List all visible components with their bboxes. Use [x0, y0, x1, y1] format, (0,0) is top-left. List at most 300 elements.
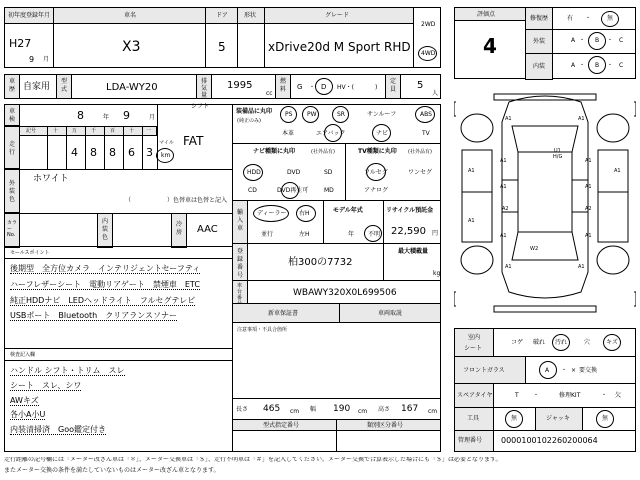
equip-pw: PW [307, 111, 317, 118]
int-a: A [571, 62, 576, 69]
sales-line: 純正HDDナビ LEDヘッドライト フルセグテレビ [10, 296, 196, 305]
model-year-unit: 年 [348, 231, 355, 238]
model-cell [71, 74, 197, 99]
mgmt-value: 0000100102260200064 [501, 436, 598, 445]
rear-bumper [494, 306, 596, 312]
int-b-circle [588, 56, 606, 74]
mgmt-label: 管理番号 [458, 437, 483, 444]
glass-a-circle [539, 361, 557, 379]
int-sep2: ・ [607, 62, 614, 69]
insp-month-unit: 月 [149, 114, 156, 121]
import-div2 [383, 201, 384, 244]
cc-unit: cc [266, 90, 273, 97]
drive-cell [413, 7, 441, 68]
equip-sunroof: サンルーフ [367, 111, 397, 118]
front-bumper [494, 94, 596, 100]
recycle-label: リサイクル預託金 [386, 207, 434, 214]
navi-dvdplay-circle [281, 182, 299, 199]
color-no-label-cell [4, 213, 20, 248]
seat-stain: 汚れ [555, 339, 568, 346]
ext-c: C [619, 37, 624, 44]
mileage-digit: 8 [90, 146, 97, 159]
usage-value: 自家用 [23, 82, 51, 92]
navi-sd: SD [324, 169, 333, 176]
usage-label-cell [4, 74, 20, 99]
inspection-label-cell [4, 104, 20, 126]
glass-sep: ・ [561, 367, 568, 374]
class-no-label-cell [336, 419, 441, 431]
mark: A1 [585, 233, 592, 239]
wheel [461, 246, 493, 274]
car-name-cell [53, 23, 206, 68]
sales-line: USBポート Bluetooth クリアランスソナー [10, 311, 178, 320]
color-label: 外装色 [9, 180, 16, 203]
mark: A1 [585, 184, 592, 190]
interior-label: 内装色 [102, 218, 109, 241]
shape-label-cell [237, 7, 265, 24]
equip-navi-circle [372, 124, 391, 142]
width-value: 190 [333, 404, 351, 414]
color-note: （ ）色替車は色替と記入 [125, 197, 228, 204]
mileage-digit: 6 [128, 146, 135, 159]
mileage-digit: 3 [146, 146, 153, 159]
jack-none-circle [596, 410, 614, 428]
inspection-label: 車検 [9, 108, 16, 123]
doors-cell [205, 23, 238, 68]
equip-navi: ナビ [376, 130, 389, 137]
mark: A1 [468, 218, 475, 224]
wheel [597, 114, 629, 142]
spare-kit: 修理KIT [559, 392, 581, 399]
mileage-label-cell [4, 126, 20, 169]
tv-label: TV種類に丸印 [358, 148, 397, 155]
mileage-unit-km: km [161, 152, 171, 159]
notes-label: 注意事項・不具合箇所 [237, 327, 288, 333]
score-value: 4 [483, 34, 497, 58]
door-lines [502, 180, 588, 212]
insp-year: 8 [77, 109, 84, 122]
inspector-line: シート スレ、シワ [10, 381, 82, 390]
mileage-digit: 4 [71, 146, 78, 159]
glass-x: × [571, 367, 577, 374]
warranty-cell [232, 303, 340, 323]
mark: W2 [530, 246, 539, 252]
vin-value: WBAWY320X0L699506 [293, 288, 397, 298]
mark: A1 [468, 168, 475, 174]
int-label-cell [525, 53, 553, 80]
equipment-label: 装備品に丸印 [236, 108, 273, 115]
ext-label-cell [525, 29, 553, 54]
navi-label: ナビ種類に丸印 [253, 148, 296, 155]
manual-cell [339, 303, 441, 323]
fuel-g: G [297, 83, 303, 91]
mark: A1 [500, 158, 507, 164]
reg-year-label: 初年度登録年月 [8, 12, 51, 19]
roof [518, 152, 572, 232]
bracket [454, 292, 456, 306]
car-name: X3 [122, 39, 141, 55]
inspector-line: 各小A小U [10, 410, 46, 419]
equip-airbag-circle [324, 124, 342, 142]
ext-sep1: ・ [579, 37, 586, 44]
score-hline2 [525, 53, 636, 54]
inspector-line: AWキズ [10, 396, 39, 405]
plate-div [383, 244, 384, 281]
equipment-block [232, 104, 441, 144]
drive-2wd: 2WD [421, 21, 436, 28]
jack-label: ジャッキ [546, 415, 570, 422]
drive-4wd: 4WD [421, 50, 436, 57]
equip-sr: SR [337, 111, 345, 118]
repair-yes: 有 [567, 15, 574, 22]
cc-label: 排気量 [201, 78, 208, 99]
width-label: 幅 [310, 406, 317, 413]
cc-cell [211, 74, 276, 99]
glass-label-cell [454, 356, 526, 384]
reg-era-year: H27 [9, 37, 32, 50]
recycle-yen: 円 [432, 230, 439, 237]
doors-label-cell [205, 7, 238, 24]
sales-label: セールスポイント [10, 250, 50, 256]
class-no-label: 類別区分番号 [367, 422, 404, 429]
tools-none-circle [505, 410, 523, 428]
cc-value: 1995 [227, 80, 253, 91]
wheel [597, 246, 629, 274]
interior-label2: シート [464, 345, 483, 352]
mil-div-1 [47, 127, 48, 169]
footer-line1: 走行距離の記号欄には「メーター改ざん車は「＊」、メーター交換車は「＄」、走行不明車は「＃」を記入してください。メーター交換で合算表示した場合にも「＄」は必要となります。 [4, 457, 502, 463]
repair-no: 無 [607, 15, 614, 22]
equip-ps-circle [280, 106, 297, 123]
shift-value: FAT [183, 134, 204, 148]
seat-scratch-circle [603, 334, 621, 351]
warranty-label: 新車保証書 [268, 310, 299, 317]
navi-md: MD [324, 187, 334, 194]
class-no-block [336, 419, 441, 452]
equip-sr-circle [332, 106, 349, 123]
mileage-header [19, 126, 157, 136]
vin-label: 車台番 [237, 283, 243, 301]
interior-label-cell [97, 213, 113, 248]
unknown-circle [364, 225, 382, 242]
max-load-label: 最大積載量 [398, 248, 429, 255]
mark: A1 [505, 264, 512, 270]
mark: A1 [500, 184, 507, 190]
bracket [634, 102, 636, 116]
vin-label-cell [232, 280, 248, 304]
equip-airbag: エアバック [316, 130, 346, 137]
bracket [454, 102, 456, 116]
interior-label1: 室内 [468, 334, 481, 341]
plate-label-cell [232, 243, 248, 281]
spare-t: T [515, 392, 519, 399]
capacity-label: 定員 [390, 78, 397, 93]
reg-year-cell [4, 23, 54, 68]
spare-sep: ・ [533, 392, 540, 399]
mileage-digit: 8 [109, 146, 116, 159]
inspector-hline [5, 360, 233, 361]
usage-label: 車歴 [9, 78, 16, 93]
spare-none: 欠 [615, 392, 622, 399]
ext-b-circle [588, 32, 606, 50]
capacity-unit: 人 [432, 90, 439, 97]
shift-label: シフト [191, 103, 210, 110]
navi-dvd-play: DVD再生可 [277, 187, 309, 194]
fuel-d-circle [315, 78, 333, 95]
length-unit: cm [290, 408, 300, 415]
height-value: 167 [401, 404, 419, 414]
navi-cd: CD [248, 187, 257, 194]
type-no-label-cell [232, 419, 337, 431]
glass-replace2: 換 [591, 367, 598, 374]
color-no-label: カラーNo. [7, 220, 18, 238]
mileage-km-circle [156, 148, 174, 163]
grade-value: xDrive20d M Sport RHD [268, 40, 411, 54]
int-sep1: ・ [579, 62, 586, 69]
wheel [461, 114, 493, 142]
spare-block [454, 383, 636, 408]
jack-label-cell [535, 407, 583, 431]
fuel-hv: HV・( [337, 84, 354, 91]
sales-hline [5, 258, 233, 259]
right-side [598, 150, 628, 242]
capacity-cell [400, 74, 441, 99]
mark: A1 [578, 116, 585, 122]
type-no-label: 型式指定番号 [263, 422, 300, 429]
reg-month-unit: 月 [43, 56, 50, 63]
navi-block [232, 143, 346, 201]
left-block [4, 104, 233, 247]
score-hline1 [525, 29, 636, 30]
left-side [462, 150, 492, 242]
mil-div-6 [142, 127, 143, 169]
unit-ichi: 一 [146, 128, 152, 134]
equip-pw-circle [302, 106, 319, 123]
mark: A1 [614, 168, 621, 174]
model-value: LDA-WY20 [106, 82, 158, 93]
mark: A2 [585, 206, 592, 212]
car-diagram [454, 92, 636, 317]
windshield [512, 126, 578, 152]
mark-center: U1 [554, 148, 561, 154]
color-label-cell [4, 169, 20, 213]
max-load-unit: kg [433, 270, 441, 277]
ext-a: A [571, 37, 576, 44]
mark: A1 [505, 116, 512, 122]
tv-analog: アナログ [364, 187, 389, 194]
glass-a: A [545, 367, 550, 374]
import-block [232, 200, 441, 244]
import-div1 [323, 201, 324, 244]
color-value: ホワイト [33, 174, 69, 184]
mark: A1 [578, 264, 585, 270]
fuel-sep: ・ [309, 84, 316, 91]
spare-label-cell [454, 383, 494, 408]
tv-block [345, 143, 441, 201]
car-name-label: 車名 [124, 12, 137, 19]
width-unit: cm [358, 408, 368, 415]
equip-tv: TV [422, 130, 430, 137]
length-label: 長さ [236, 406, 249, 413]
insp-month: 9 [123, 109, 130, 122]
dims-block [232, 398, 441, 420]
fuel-d: D [321, 83, 327, 91]
plate-label: 登録番号 [237, 248, 244, 279]
notes-block [232, 322, 441, 399]
sales-line: ハーフレザーシート 電動リアゲート 禁煙車 ETC [10, 280, 200, 289]
unit-man: 万 [72, 128, 78, 134]
mark: A1 [500, 233, 507, 239]
import-dealer: ディーラー [257, 210, 287, 217]
sales-line: 後期型 全方位カメラ インテリジェントセーフティ [10, 264, 201, 273]
mil-div-5 [123, 127, 124, 169]
manual-label: 車両取説 [378, 310, 403, 317]
import-steer-left: 左H [299, 231, 310, 238]
capacity-value: 5 [417, 80, 424, 91]
navi-dvd: DVD [287, 169, 301, 176]
unit-juu: 十 [129, 128, 135, 134]
seat-scratch: キズ [606, 339, 618, 346]
shape-label: 形状 [244, 12, 257, 19]
bracket [634, 292, 636, 306]
int-b: B [595, 62, 600, 69]
score-label: 評価点 [477, 11, 496, 18]
import-parallel: 並行 [261, 231, 274, 238]
ext-sep2: ・ [607, 37, 614, 44]
doors-label: ドア [216, 12, 228, 19]
ac-value: AAC [197, 224, 218, 235]
tv-fullseg: フルセグ [364, 169, 388, 176]
inspector-block [4, 348, 233, 452]
colorno-hline [5, 213, 233, 214]
car-name-label-cell [53, 7, 206, 24]
seat-stain-circle [552, 334, 570, 351]
tv-oneseg: ワンセグ [408, 169, 433, 176]
mgmt-block [454, 430, 636, 452]
glass-label: フロントガラス [463, 367, 505, 374]
glass-block [454, 356, 636, 384]
inspector-line: ハンドル シフト・トリム スレ [10, 366, 125, 375]
model-year-label: モデル年式 [333, 207, 363, 214]
fuel-close: ) [375, 84, 378, 91]
mil-div-4 [104, 127, 105, 169]
height-label: 高さ [378, 406, 391, 413]
grade-label: グレード [325, 12, 350, 19]
rear-window [512, 232, 578, 260]
repair-label-cell [525, 7, 553, 30]
inspector-line: 内装清掃済 Goo鑑定付き [10, 425, 106, 434]
jack-none: 無 [602, 415, 609, 422]
repair-no-circle [601, 11, 619, 27]
capacity-label-cell [385, 74, 401, 99]
length-value: 465 [263, 404, 281, 414]
type-no-block [232, 419, 337, 452]
mark-center2: H/G [553, 154, 563, 160]
model-label-cell [56, 74, 72, 99]
navi-hdd: HDD [247, 169, 261, 176]
reg-year-label-cell [4, 7, 54, 24]
recycle-value: 22,590 [391, 226, 426, 237]
doors-value: 5 [218, 40, 226, 54]
ext-b: B [595, 37, 600, 44]
import-label-cell [232, 200, 248, 244]
mil-div-3 [85, 127, 86, 169]
equip-leather: 本革 [282, 130, 295, 137]
height-unit: cm [428, 408, 438, 415]
mark: A1 [585, 158, 592, 164]
grade-cell [264, 23, 414, 68]
repair-label: 修復歴 [530, 15, 549, 22]
vin-block [232, 280, 441, 304]
mark: A2 [502, 206, 509, 212]
score-label-cell [454, 7, 526, 21]
model-label: 型式 [61, 78, 68, 93]
fuel-label-cell [275, 74, 291, 99]
ac-label: 冷房 [176, 221, 183, 236]
ac-label-cell [171, 213, 187, 248]
fuel-label: 燃料 [280, 78, 287, 93]
equipment-sub: (純正のみ) [237, 118, 261, 124]
unit-hyaku: 百 [110, 128, 116, 134]
seat-tear: 破れ [533, 339, 546, 346]
fuel-cell [290, 74, 386, 99]
mileage-symbol-label: 記号 [26, 128, 37, 134]
tools-none: 無 [511, 415, 518, 422]
unit-sen: 千 [91, 128, 97, 134]
repair-sep: ・ [585, 15, 592, 22]
spare-label: スペアタイヤ [457, 392, 493, 399]
tv-fullseg-circle [366, 163, 386, 181]
tools-label-cell [454, 407, 494, 431]
mgmt-label-cell [454, 430, 494, 452]
inspector-label: 検査記入欄 [10, 352, 36, 358]
grade-label-cell [264, 7, 414, 24]
mileage-unit-mile: マイル [159, 140, 174, 146]
interior-seat-block [454, 328, 636, 357]
ext-label: 外装 [533, 38, 546, 45]
navi-hdd-circle [243, 164, 263, 181]
plate-value: 柏300の7732 [288, 257, 353, 268]
mil-div-2 [66, 127, 67, 169]
seat-burn: コゲ [511, 339, 524, 346]
import-steer-right: 右H [299, 210, 310, 217]
shape-cell [237, 23, 265, 68]
plate-block [232, 243, 441, 281]
glass-replace: 要交 [579, 367, 592, 374]
equip-ps: PS [285, 111, 293, 118]
unit-10man: 十 [53, 128, 59, 134]
score-box [454, 7, 636, 79]
interior-seat-label-cell [454, 328, 494, 357]
insp-year-unit: 年 [103, 114, 110, 121]
cc-label-cell [196, 74, 212, 99]
int-label: 内装 [533, 63, 546, 70]
import-label: 輸入車 [237, 209, 244, 232]
mileage-label: 走行 [9, 141, 16, 156]
spare-sep2: ・ [601, 392, 608, 399]
model-year-unknown: 不明 [368, 231, 381, 238]
tools-label: 工具 [467, 415, 480, 422]
seat-hole: 穴 [584, 339, 591, 346]
navi-sub: (社外品有) [311, 149, 335, 155]
drive-4wd-circle [418, 46, 437, 61]
tools-block [454, 407, 636, 431]
int-c: C [619, 62, 624, 69]
reg-month: 9 [29, 55, 35, 64]
equip-abs-circle [415, 106, 435, 123]
tv-sub: (社外品有) [408, 149, 432, 155]
usage-cell [19, 74, 57, 99]
